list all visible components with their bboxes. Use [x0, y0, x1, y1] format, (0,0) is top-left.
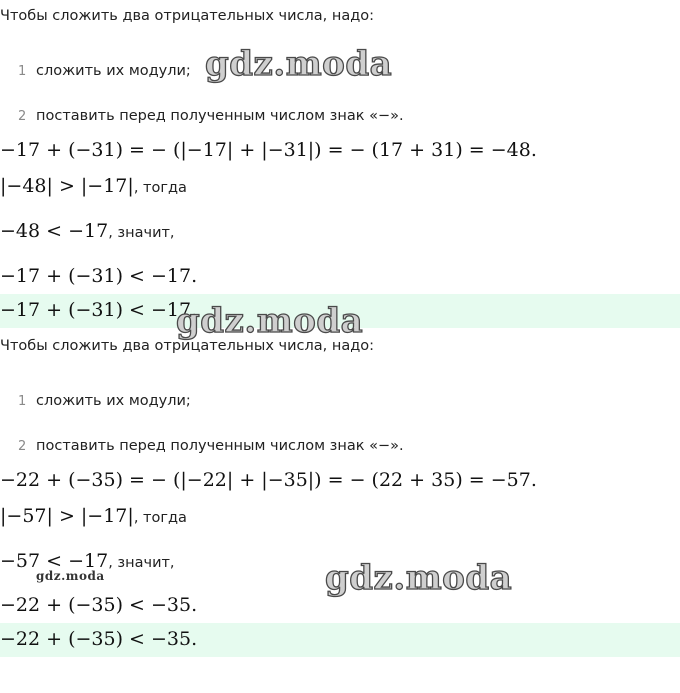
- step-1-item: [18, 393, 191, 409]
- compare-expr: −48 < −17: [0, 220, 109, 242]
- step-text: сложить их модули;: [36, 393, 191, 409]
- step-text: сложить их модули;: [36, 63, 191, 79]
- compare-abs-expr: |−57| > |−17|: [0, 505, 134, 527]
- watermark-logo: gdz.moda: [176, 301, 364, 341]
- compare-1: [0, 220, 175, 242]
- equation-main-2: −22 + (−35) = − (|−22| + |−35|) = − (22 + 35) = −57.: [0, 469, 537, 491]
- compare-abs-1: [0, 175, 187, 197]
- compare-abs-2: [0, 505, 187, 527]
- compare-expr: −57 < −17: [0, 550, 109, 572]
- equation-main-1: −17 + (−31) = − (|−17| + |−31|) = − (17 + 31) = −48.: [0, 139, 537, 161]
- step-number: 2: [18, 439, 27, 454]
- compare-abs-suffix: , тогда: [133, 180, 187, 196]
- watermark-logo: gdz.moda: [325, 558, 513, 598]
- step-2-item: [18, 438, 404, 454]
- compare-abs-expr: |−48| > |−17|: [0, 175, 134, 197]
- step-number: 1: [18, 64, 27, 79]
- step-number: 1: [18, 394, 27, 409]
- result-2: −22 + (−35) < −35.: [0, 594, 198, 616]
- answer-2: −22 + (−35) < −35.: [0, 628, 198, 650]
- compare-suffix: , значит,: [108, 225, 175, 241]
- result-1: −17 + (−31) < −17.: [0, 265, 198, 287]
- step-1-item: [18, 63, 191, 79]
- step-number: 2: [18, 109, 27, 124]
- compare-abs-suffix: , тогда: [133, 510, 187, 526]
- intro-text-1: Чтобы сложить два отрицательных числа, надо:: [0, 8, 375, 24]
- step-2-item: [18, 108, 404, 124]
- intro-text-2: Чтобы сложить два отрицательных числа, надо:: [0, 338, 375, 354]
- step-text: поставить перед полученным числом знак «−».: [36, 438, 404, 454]
- step-text: поставить перед полученным числом знак «−».: [36, 108, 404, 124]
- answer-1: −17 + (−31) < −17.: [0, 299, 198, 321]
- watermark-logo-small: gdz.moda: [36, 569, 105, 583]
- compare-suffix: , значит,: [108, 555, 175, 571]
- watermark-logo: gdz.moda: [205, 44, 393, 84]
